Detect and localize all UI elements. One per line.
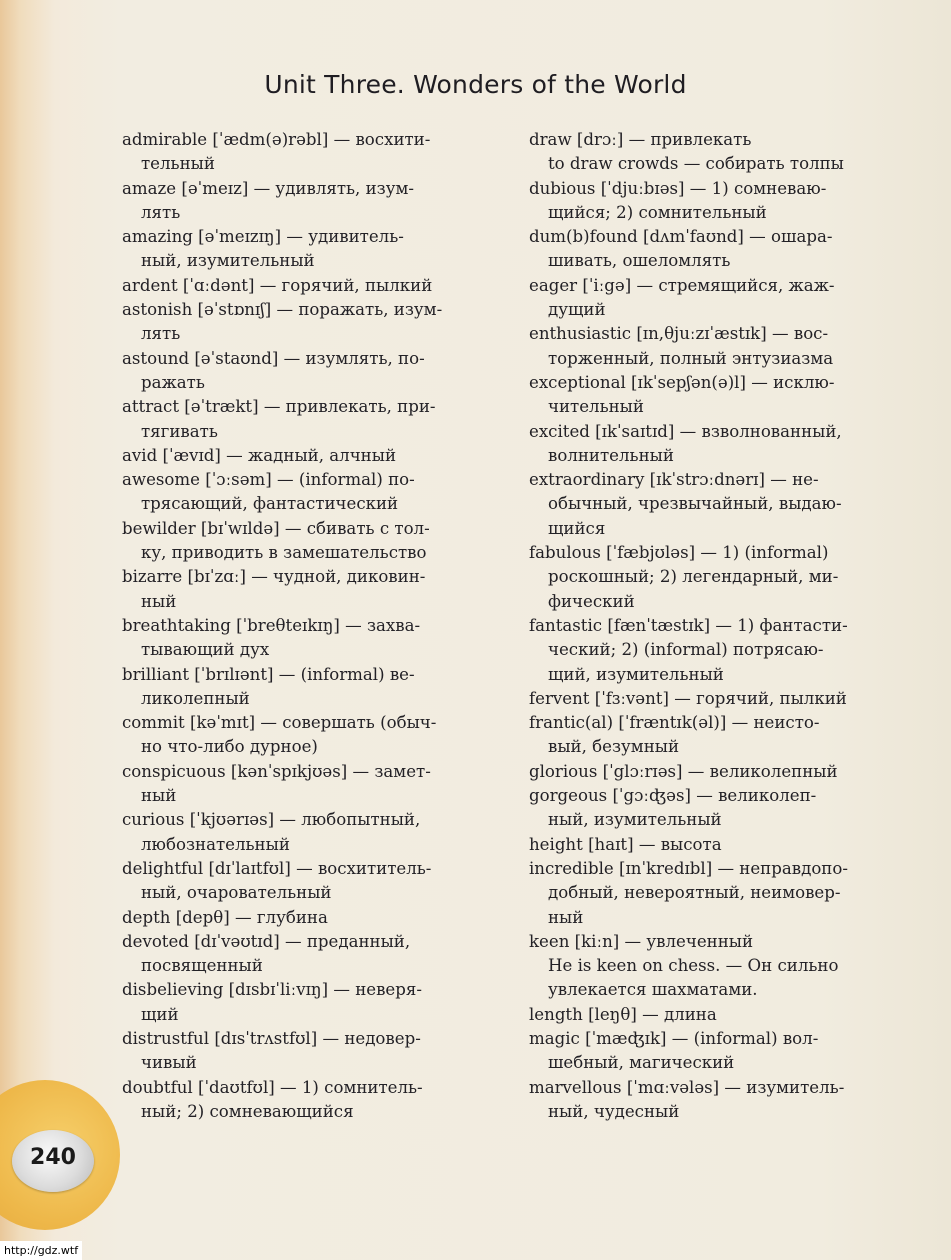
glossary-entry: [122, 857, 477, 906]
glossary-entry: [529, 614, 883, 687]
entry-headline: breathtaking [ˈbreθteɪkɪŋ] — захва-: [122, 615, 421, 635]
watermark-url: http://gdz.wtf: [0, 1241, 82, 1260]
entry-headline: dum(b)found [dʌmˈfaʊnd] — ошара-: [529, 227, 833, 247]
page-number: 240: [30, 1145, 76, 1170]
entry-headline: fervent [ˈfɜːvənt] — горячий, пылкий: [529, 688, 847, 708]
entry-continuation: добный, невероятный, неимовер-: [548, 883, 841, 903]
entry-headline: distrustful [dɪsˈtrʌstfʊl] — недовер-: [122, 1028, 421, 1048]
entry-continuation: He is keen on chess. — Он сильно: [548, 956, 839, 976]
entry-continuation: щий, изумительный: [548, 664, 724, 684]
left-column: [122, 128, 477, 1124]
page-title: Unit Three. Wonders of the World: [264, 70, 687, 99]
glossary-entry: [529, 857, 883, 930]
entry-continuation: посвященный: [141, 956, 263, 976]
entry-headline: delightful [dɪˈlaɪtfʊl] — восхититель-: [122, 858, 432, 878]
entry-headline: awesome [ˈɔːsəm] — (informal) по-: [122, 470, 415, 490]
entry-continuation: шивать, ошеломлять: [548, 251, 731, 271]
entry-headline: incredible [ɪnˈkredɪbl] — неправдопо-: [529, 858, 848, 878]
entry-headline: keen [kiːn] — увлеченный: [529, 931, 754, 951]
entry-continuation: фический: [548, 591, 635, 611]
entry-headline: attract [əˈtrækt] — привлекать, при-: [122, 397, 436, 417]
entry-continuation: ческий; 2) (informal) потрясаю-: [548, 640, 824, 660]
entry-continuation: волнительный: [548, 445, 674, 465]
entry-headline: fantastic [fænˈtæstɪk] — 1) фантасти-: [529, 615, 848, 635]
entry-headline: curious [ˈkjʊərɪəs] — любопытный,: [122, 810, 421, 830]
glossary-entry: [529, 760, 883, 784]
entry-headline: eager [ˈiːgə] — стремящийся, жаж-: [529, 275, 835, 295]
entry-headline: doubtful [ˈdaʊtfʊl] — 1) сомнитель-: [122, 1077, 423, 1097]
entry-headline: draw [drɔː] — привлекать: [529, 130, 752, 149]
glossary-entry: [122, 468, 477, 517]
entry-headline: disbelieving [dɪsbɪˈliːvɪŋ] — неверя-: [122, 980, 422, 1000]
glossary-entry: [122, 711, 477, 760]
glossary-entry: [122, 930, 477, 979]
entry-headline: marvellous [ˈmɑːvələs] — изумитель-: [529, 1077, 845, 1097]
entry-headline: bizarre [bɪˈzɑː] — чудной, диковин-: [122, 567, 426, 587]
entry-continuation: любознательный: [141, 834, 290, 854]
entry-headline: length [leŋθ] — длина: [529, 1004, 717, 1024]
entry-continuation: но что-либо дурное): [141, 737, 318, 757]
entry-continuation: ликолепный: [141, 688, 250, 708]
entry-headline: extraordinary [ɪkˈstrɔːdnərɪ] — не-: [529, 470, 819, 490]
entry-continuation: to draw crowds — собирать толпы: [548, 154, 844, 174]
entry-headline: brilliant [ˈbrɪlɪənt] — (informal) ве-: [122, 664, 415, 684]
entry-continuation: тельный: [141, 154, 215, 174]
right-column: [529, 128, 883, 1124]
entry-continuation: ный, изумительный: [548, 810, 722, 830]
entry-headline: magic [ˈmæʤɪk] — (informal) вол-: [529, 1028, 819, 1048]
entry-continuation: ку, приводить в замешательство: [141, 543, 427, 563]
glossary-entry: [529, 225, 883, 274]
glossary-entry: [529, 930, 883, 1003]
glossary-entry: [529, 371, 883, 420]
glossary-entry: [122, 395, 477, 444]
entry-headline: dubious [ˈdjuːbɪəs] — 1) сомневаю-: [529, 178, 827, 198]
entry-continuation: ный; 2) сомневающийся: [141, 1101, 354, 1121]
glossary-entry: [529, 1027, 883, 1076]
entry-continuation: трясающий, фантастический: [141, 494, 399, 514]
glossary-entry: [122, 663, 477, 712]
entry-headline: glorious [ˈglɔːrɪəs] — великолепный: [529, 761, 838, 781]
entry-continuation: чивый: [141, 1053, 197, 1073]
glossary-entry: [122, 298, 477, 347]
entry-headline: astound [əˈstaʊnd] — изумлять, по-: [122, 348, 425, 368]
glossary-entry: [122, 347, 477, 396]
entry-headline: depth [depθ] — глубина: [122, 907, 328, 927]
entry-continuation: щийся; 2) сомнительный: [548, 202, 767, 222]
entry-headline: height [haɪt] — высота: [529, 834, 722, 854]
glossary-entry: [529, 128, 883, 177]
glossary-entry: [529, 420, 883, 469]
entry-headline: conspicuous [kənˈspɪkjʊəs] — замет-: [122, 761, 431, 781]
entry-continuation: шебный, магический: [548, 1053, 735, 1073]
entry-continuation: тягивать: [141, 421, 218, 441]
entry-headline: astonish [əˈstɒnɪʃ] — поражать, изум-: [122, 300, 443, 320]
glossary-entry: [122, 128, 477, 177]
entry-continuation: дущий: [548, 300, 606, 320]
entry-headline: frantic(al) [ˈfræntɪk(əl)] — неисто-: [529, 713, 820, 733]
entry-continuation: ный, очаровательный: [141, 883, 332, 903]
glossary-entry: [529, 833, 883, 857]
entry-continuation: ный: [141, 786, 177, 806]
glossary-entry: [529, 322, 883, 371]
entry-continuation: щий: [141, 1004, 179, 1024]
glossary-entry: [529, 687, 883, 711]
glossary-entry: [529, 541, 883, 614]
glossary-entry: [529, 177, 883, 226]
entry-continuation: обычный, чрезвычайный, выдаю-: [548, 494, 842, 514]
entry-continuation: роскошный; 2) легендарный, ми-: [548, 567, 839, 587]
entry-headline: exceptional [ɪkˈsepʃən(ə)l] — исклю-: [529, 372, 835, 392]
glossary-entry: [122, 177, 477, 226]
entry-continuation: ный: [141, 591, 177, 611]
entry-continuation: увлекается шахматами.: [548, 980, 758, 1000]
glossary-entry: [122, 565, 477, 614]
entry-continuation: ный, чудесный: [548, 1101, 680, 1121]
glossary-entry: [122, 517, 477, 566]
entry-continuation: лять: [141, 324, 181, 344]
entry-headline: commit [kəˈmɪt] — совершать (обыч-: [122, 713, 437, 733]
entry-continuation: ный: [548, 907, 584, 927]
entry-headline: amaze [əˈmeɪz] — удивлять, изум-: [122, 178, 414, 198]
glossary-entry: [122, 274, 477, 298]
entry-continuation: тывающий дух: [141, 640, 270, 660]
glossary-entry: [122, 444, 477, 468]
entry-continuation: лять: [141, 202, 181, 222]
entry-continuation: ный, изумительный: [141, 251, 315, 271]
entry-headline: excited [ɪkˈsaɪtɪd] — взволнованный,: [529, 421, 842, 441]
glossary-entry: [122, 978, 477, 1027]
glossary-entry: [529, 468, 883, 541]
entry-continuation: вый, безумный: [548, 737, 680, 757]
entry-headline: enthusiastic [ɪn,θjuːzɪˈæstɪk] — вос-: [529, 324, 829, 344]
glossary-entry: [529, 274, 883, 323]
entry-continuation: ражать: [141, 372, 205, 392]
glossary-entry: [122, 1076, 477, 1125]
glossary-entry: [122, 614, 477, 663]
entry-headline: avid [ˈævɪd] — жадный, алчный: [122, 445, 397, 465]
glossary-entry: [122, 1027, 477, 1076]
entry-continuation: торженный, полный энтузиазма: [548, 348, 834, 368]
glossary-entry: [122, 906, 477, 930]
entry-headline: fabulous [ˈfæbjʊləs] — 1) (informal): [529, 543, 829, 563]
entry-headline: amazing [əˈmeɪzɪŋ] — удивитель-: [122, 227, 404, 247]
glossary-entry: [529, 784, 883, 833]
entry-headline: admirable [ˈædm(ə)rəbl] — восхити-: [122, 130, 431, 149]
glossary-entry: [122, 760, 477, 809]
entry-continuation: щийся: [548, 518, 606, 538]
glossary-entry: [529, 1003, 883, 1027]
entry-headline: gorgeous [ˈgɔːʤəs] — великолеп-: [529, 786, 817, 806]
entry-continuation: чительный: [548, 397, 644, 417]
glossary-entry: [122, 808, 477, 857]
entry-headline: ardent [ˈɑːdənt] — горячий, пылкий: [122, 275, 433, 295]
entry-headline: bewilder [bɪˈwɪldə] — сбивать с тол-: [122, 518, 430, 538]
glossary-entry: [529, 1076, 883, 1125]
glossary-entry: [122, 225, 477, 274]
entry-headline: devoted [dɪˈvəʊtɪd] — преданный,: [122, 931, 411, 951]
glossary-entry: [529, 711, 883, 760]
